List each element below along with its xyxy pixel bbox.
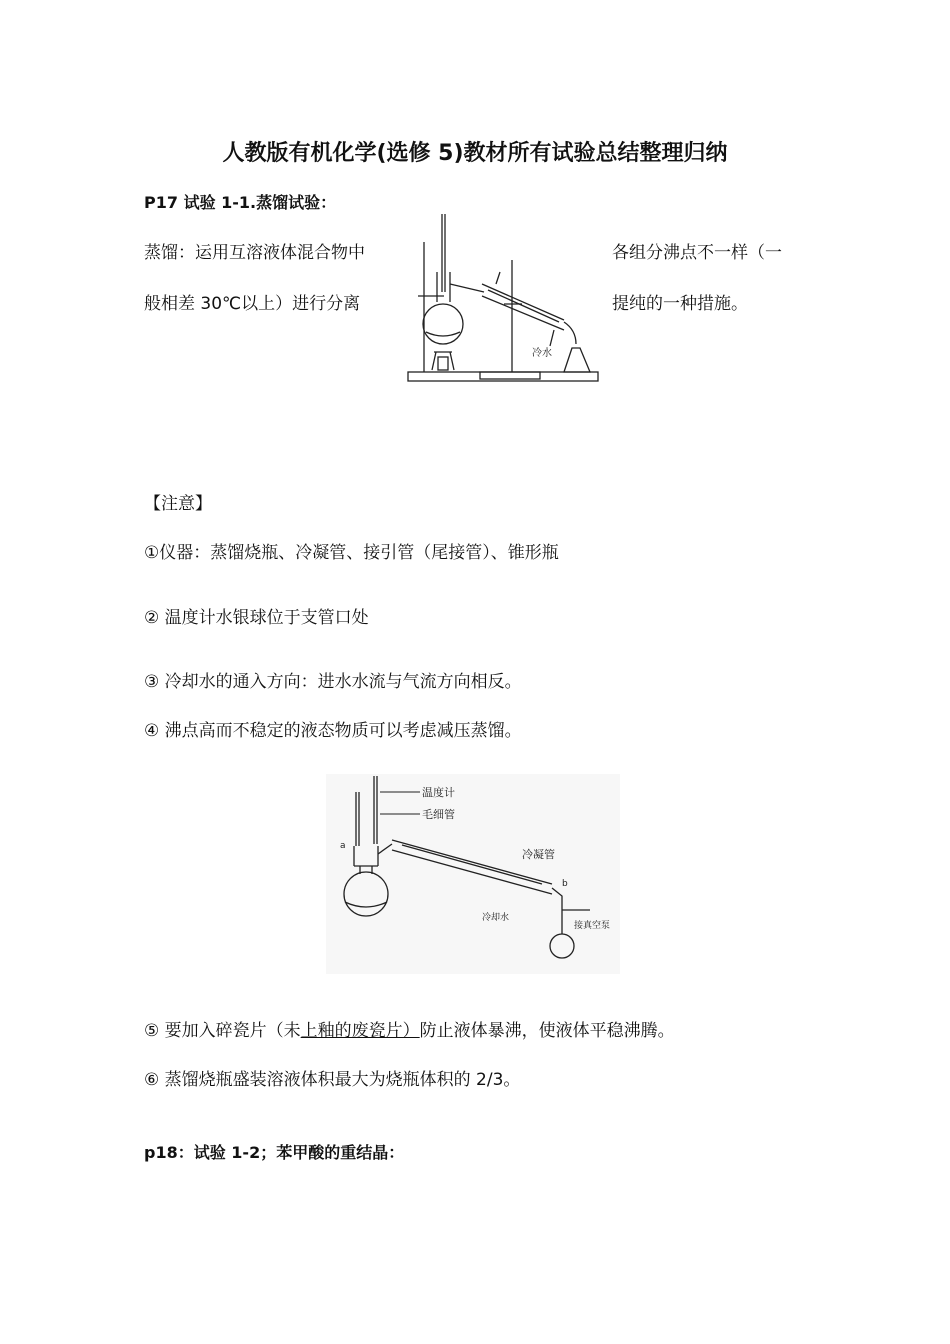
vacuum-distillation-figure [326,774,620,974]
label-b: b [562,879,568,889]
intro-right-2: 提纯的一种措施。 [612,294,748,314]
note-item-3: ③ 冷却水的通入方向：进水水流与气流方向相反。 [144,672,522,692]
intro-left-2: 般相差 30℃以上）进行分离 [144,294,361,314]
label-capillary: 毛细管 [422,808,455,821]
label-thermometer: 温度计 [422,786,455,799]
intro-right-1: 各组分沸点不一样（一 [612,243,782,263]
label-a: a [340,841,346,851]
distillation-apparatus-figure [404,212,604,386]
note-item-1: ①仪器：蒸馏烧瓶、冷凝管、接引管（尾接管）、锥形瓶 [144,543,559,563]
note-item-2: ② 温度计水银球位于支管口处 [144,608,369,628]
figure1-label-cold-water: 冷水 [532,348,552,359]
notes-heading: 【注意】 [144,494,212,514]
note-item-5 [144,1016,675,1041]
intro-left-1: 蒸馏：运用互溶液体混合物中 [144,243,365,263]
note-item-5-underlined: 上釉的废瓷片） [300,1021,420,1041]
note-item-5-post: 防止液体暴沸，使液体平稳沸腾。 [419,1021,675,1041]
section1-heading: P17 试验 1-1.蒸馏试验： [144,193,337,212]
note-item-5-pre: ⑤ 要加入碎瓷片（未 [144,1021,301,1041]
label-cooling-water: 冷却水 [482,913,510,923]
label-condenser: 冷凝管 [522,848,555,861]
page-title: 人教版有机化学(选修 5)教材所有试验总结整理归纳 [222,141,728,166]
note-item-6: ⑥ 蒸馏烧瓶盛装溶液体积最大为烧瓶体积的 2/3。 [144,1070,521,1090]
note-item-4: ④ 沸点高而不稳定的液态物质可以考虑减压蒸馏。 [144,721,522,741]
section2-heading: p18：试验 1-2；苯甲酸的重结晶： [144,1143,405,1162]
label-vacuum: 接真空泵 [574,921,611,931]
